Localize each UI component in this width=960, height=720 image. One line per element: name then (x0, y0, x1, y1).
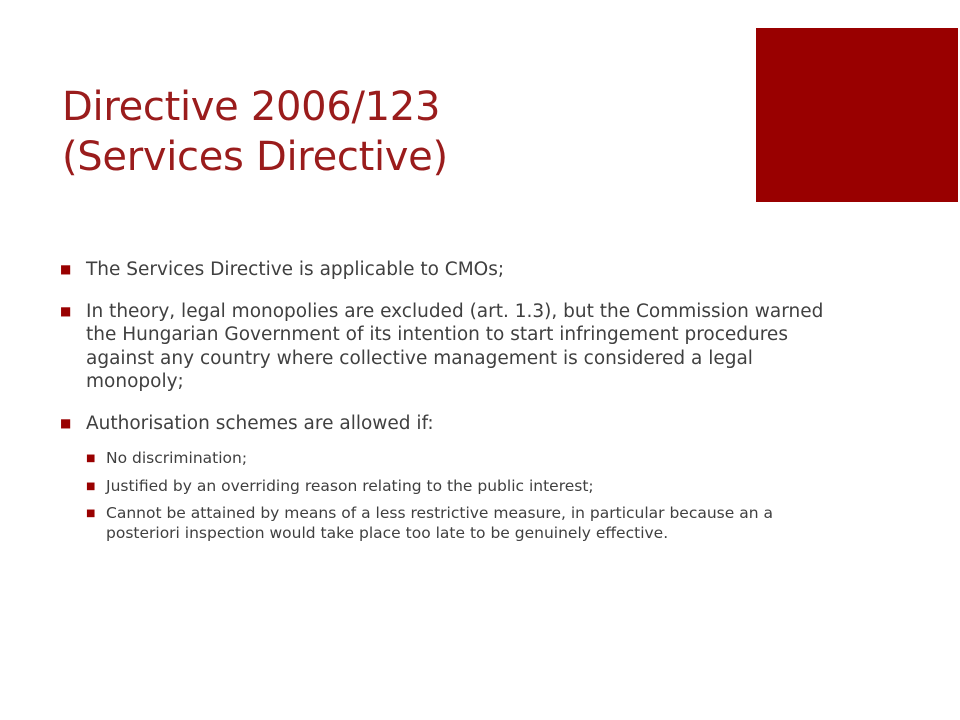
sub-bullet-text: Justified by an overriding reason relating to the public interest; (106, 476, 594, 495)
square-bullet-icon: ■ (86, 508, 96, 519)
bullet-text: The Services Directive is applicable to CMOs; (86, 259, 505, 280)
sub-bullet-item (86, 477, 830, 497)
slide-body (60, 258, 830, 551)
bullet-text: In theory, legal monopolies are excluded (art. 1.3), but the Commission warned the Hungarian Government of its intention to start infringement procedures against any country where collective management is considered a legal monopoly; (86, 300, 824, 392)
accent-block (756, 28, 958, 202)
square-bullet-icon: ■ (60, 303, 72, 318)
title-line-1: Directive 2006/123 (62, 84, 441, 130)
bullet-item (60, 300, 830, 394)
bullet-text: Authorisation schemes are allowed if: (86, 412, 434, 434)
square-bullet-icon: ■ (60, 415, 72, 430)
square-bullet-icon: ■ (86, 480, 96, 492)
sub-bullet-text: No discrimination; (106, 449, 248, 467)
title-line-2: (Services Directive) (62, 134, 448, 180)
sub-bullet-text: Cannot be attained by means of a less restrictive measure, in particular because an a posteriori inspection would take place too late to be genuinely effective. (106, 504, 773, 542)
bullet-item (60, 412, 830, 436)
bullet-item (60, 258, 830, 282)
slide-title (62, 82, 722, 182)
square-bullet-icon: ■ (86, 453, 96, 464)
sub-bullet-item (86, 504, 830, 543)
square-bullet-icon: ■ (60, 262, 72, 276)
sub-bullet-item (86, 449, 830, 469)
